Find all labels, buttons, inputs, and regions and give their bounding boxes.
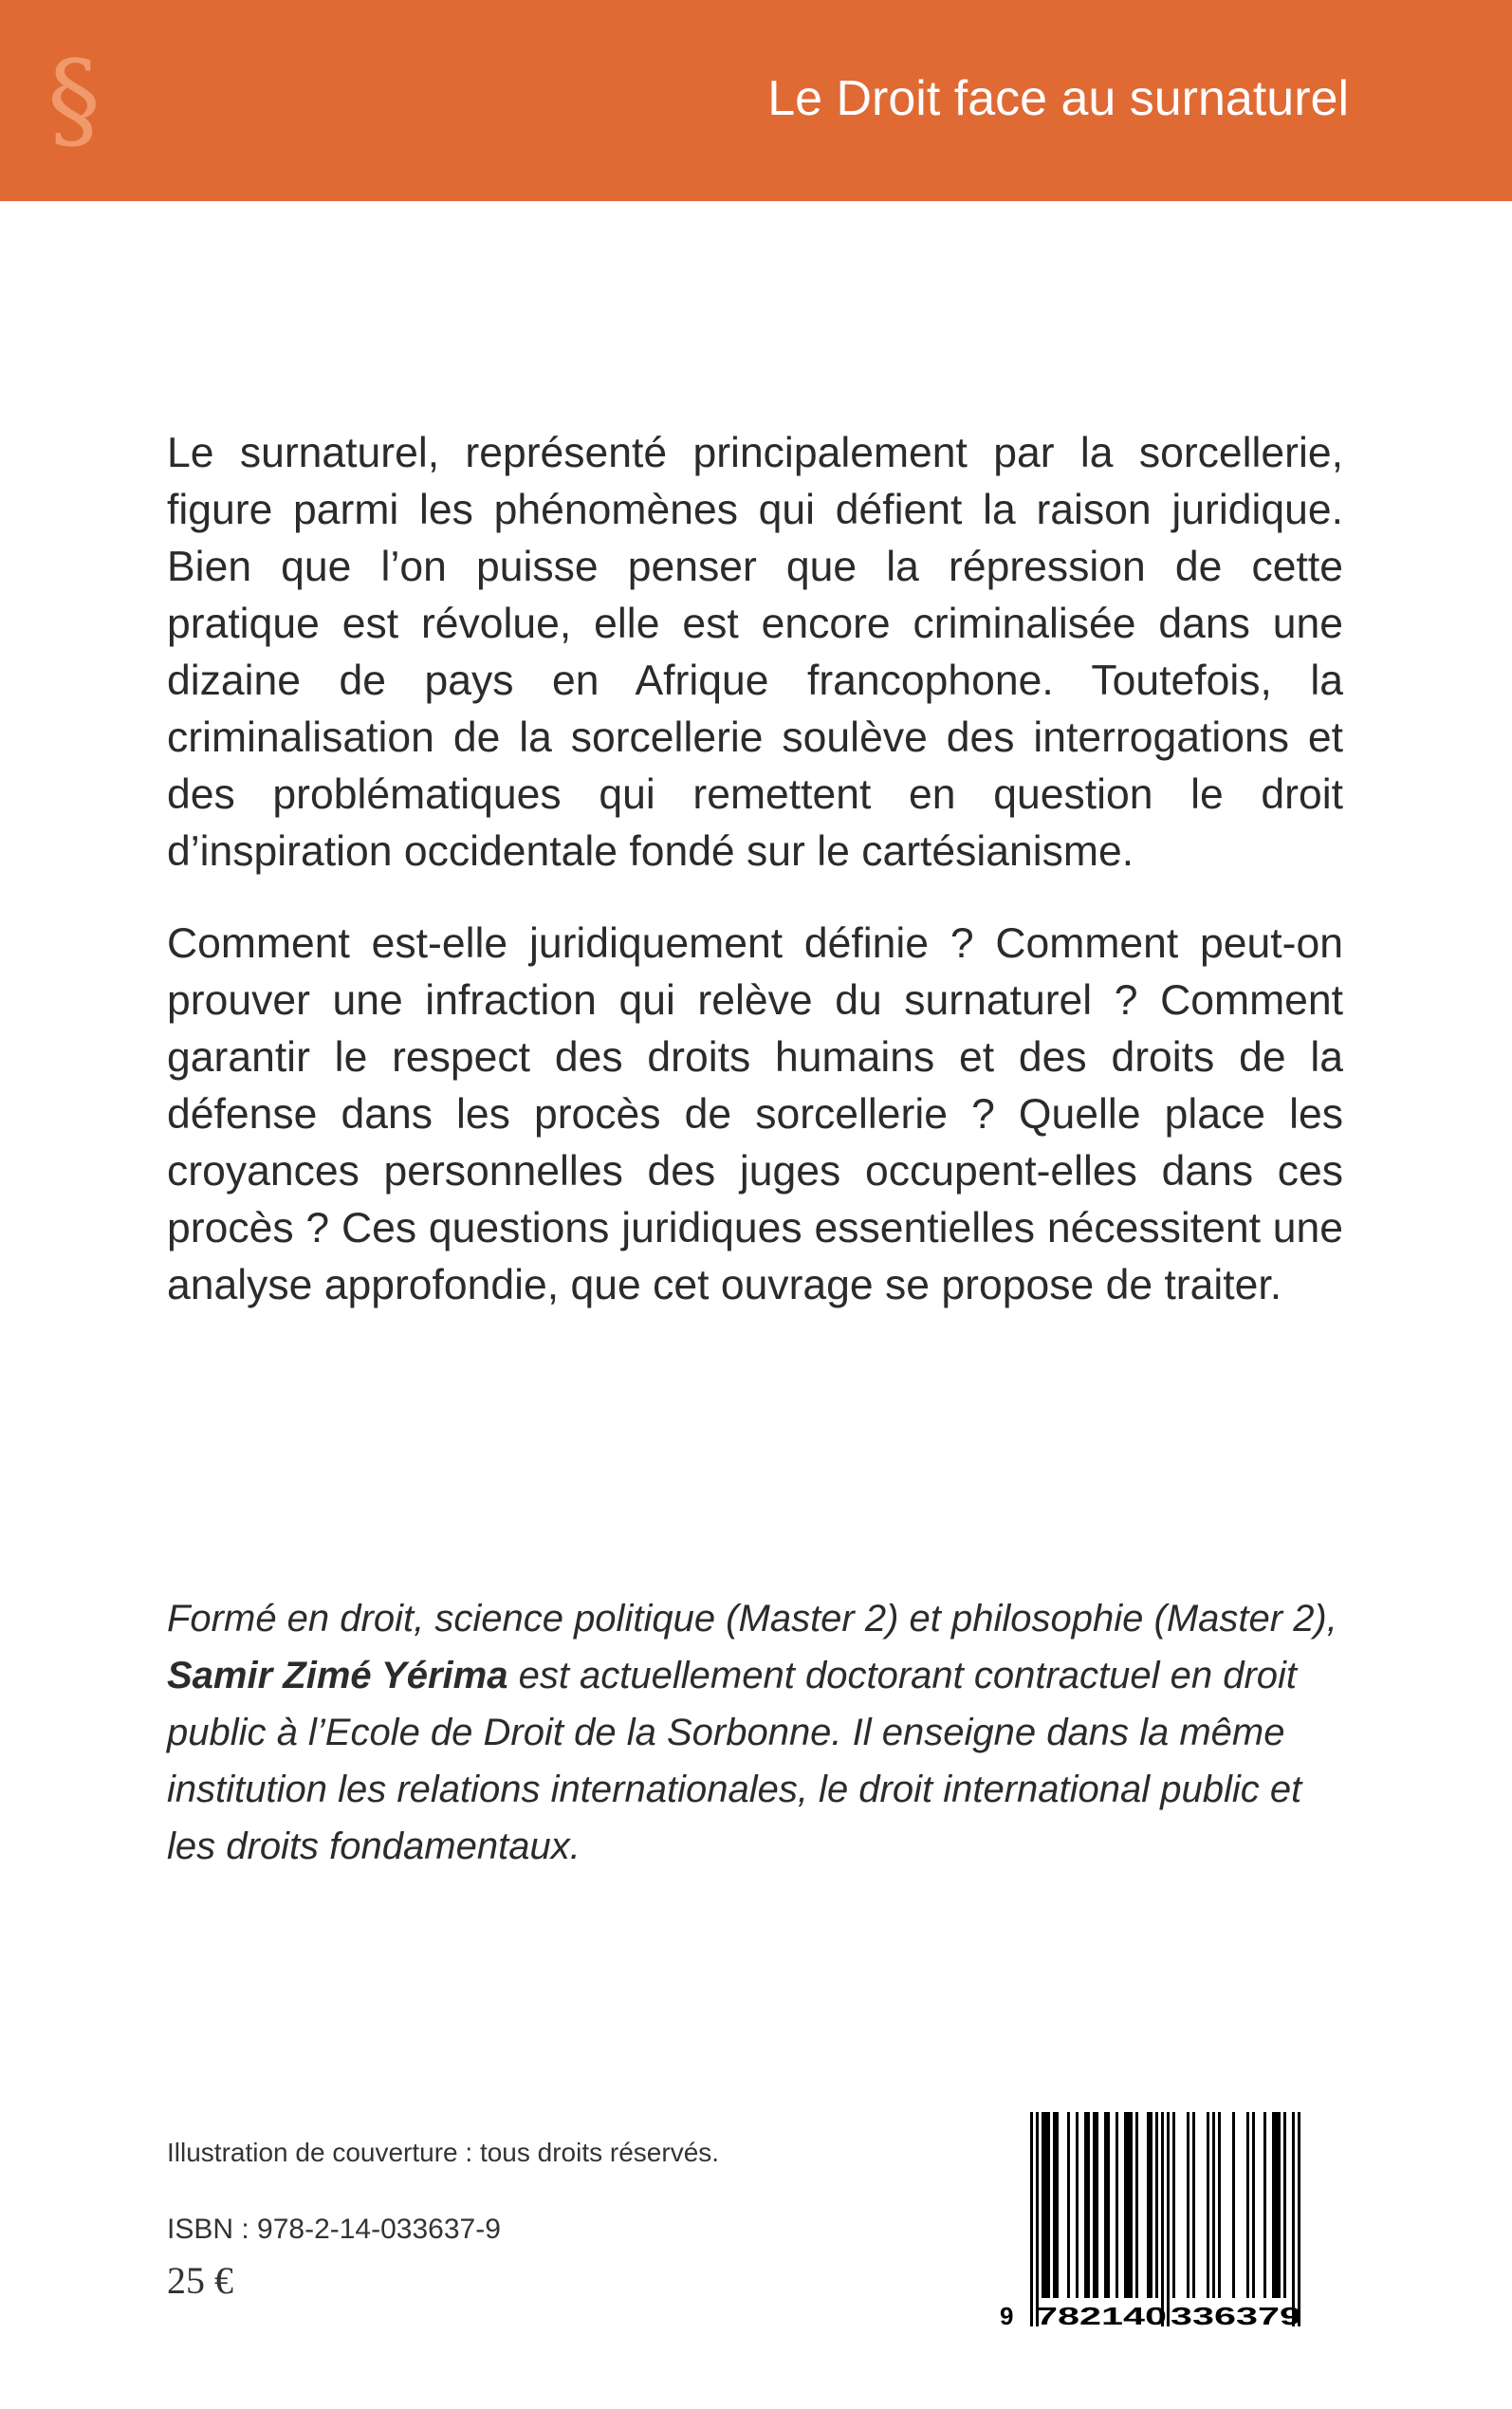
header-band xyxy=(0,0,1512,201)
barcode-bar xyxy=(1192,2112,1195,2298)
barcode-bar xyxy=(1067,2112,1070,2298)
author-name: Samir Zimé Yérima xyxy=(167,1655,508,1696)
barcode-bar xyxy=(1167,2112,1170,2326)
barcode-bar xyxy=(1155,2112,1158,2298)
barcode-bar xyxy=(1093,2112,1096,2298)
barcode-bar xyxy=(1107,2112,1110,2298)
illustration-credit: Illustration de couverture : tous droits réservés. xyxy=(167,2138,720,2167)
barcode-bar xyxy=(1252,2112,1255,2298)
barcode-bar xyxy=(1292,2112,1295,2326)
barcode-bar xyxy=(1246,2112,1249,2298)
isbn-text: ISBN : 978-2-14-033637-9 xyxy=(167,2214,501,2245)
barcode-left-digits: 782140 xyxy=(1036,2302,1167,2330)
barcode-bar xyxy=(1116,2112,1118,2298)
barcode-bar xyxy=(1232,2112,1235,2298)
author-bio-intro: Formé en droit, science politique (Master 2) et philosophie (Master 2), xyxy=(167,1598,1337,1640)
author-bio xyxy=(167,1590,1343,1875)
barcode-bar xyxy=(1127,2112,1130,2298)
barcode-bar xyxy=(1084,2112,1087,2298)
barcode-bar xyxy=(1087,2112,1090,2298)
barcode-bar xyxy=(1076,2112,1079,2298)
barcode-leading-digit: 9 xyxy=(1000,2302,1014,2330)
barcode-bar xyxy=(1130,2112,1133,2298)
barcode-bar xyxy=(1161,2112,1164,2326)
barcode-bar xyxy=(1096,2112,1098,2298)
barcode-graphic xyxy=(986,2112,1337,2330)
blurb-paragraph-1: Le surnaturel, représenté principalement par la sorcellerie, figure parmi les phénomènes qui défient la raison juridique. Bien que l’on puisse penser que la répression de cette pratique est révolue, elle est encore criminalisée dans une dizaine de pays en Afrique francophone. Toutefois, la criminalisation de la sorcellerie soulève des interrogations et des problématiques qui remettent en question le droit d’inspiration occidentale fondé sur le cartésianisme. xyxy=(167,430,1343,875)
barcode-bar xyxy=(1283,2112,1286,2298)
barcode-bar xyxy=(1036,2112,1039,2326)
barcode-bar xyxy=(1030,2112,1033,2326)
book-title: Le Droit face au surnaturel xyxy=(767,71,1349,126)
barcode-bar xyxy=(1150,2112,1152,2298)
barcode-bar xyxy=(1147,2112,1150,2298)
barcode-right-digits: 336379 xyxy=(1171,2302,1301,2330)
barcode-bar xyxy=(1212,2112,1215,2298)
barcode-bar xyxy=(1263,2112,1266,2298)
barcode-bar xyxy=(1218,2112,1221,2298)
barcode-bar xyxy=(1278,2112,1281,2298)
price-text: 25 € xyxy=(167,2259,233,2302)
barcode-bar xyxy=(1135,2112,1138,2298)
barcode-bar xyxy=(1187,2112,1189,2298)
blurb-paragraph-2: Comment est-elle juridiquement définie ? Comment peut-on prouver une infraction qui relève du surnaturel ? Comment garantir le respect des droits humains et des droits de la défense dans les procès de sorcellerie ? Quelle place les croyances personnelles des juges occupent-elles dans ces procès ? Ces questions juridiques essentielles nécessitent une analyse approfondie, que cet ouvrage se propose de traiter. xyxy=(167,920,1343,1308)
barcode-bar xyxy=(1053,2112,1056,2298)
barcode-bar xyxy=(1104,2112,1107,2298)
barcode-bar xyxy=(1047,2112,1050,2298)
barcode-bar xyxy=(1056,2112,1059,2298)
barcode-bar xyxy=(1172,2112,1175,2298)
barcode-bar xyxy=(1272,2112,1275,2298)
barcode-bar xyxy=(1298,2112,1300,2326)
barcode-bar xyxy=(1124,2112,1127,2298)
author-bio-text: est actuellement doctorant contractuel en droit public à l’Ecole de Droit de la Sorbonne. Il enseigne dans la même institution les relations internationales, le droit international public et les droits fondamentaux. xyxy=(167,1655,1302,1867)
isbn-barcode xyxy=(986,2112,1337,2330)
barcode-bar xyxy=(1275,2112,1278,2298)
section-mark-icon: § xyxy=(47,39,101,162)
barcode-bar xyxy=(1042,2112,1044,2298)
barcode-bar xyxy=(1044,2112,1047,2298)
barcode-bar xyxy=(1207,2112,1209,2298)
